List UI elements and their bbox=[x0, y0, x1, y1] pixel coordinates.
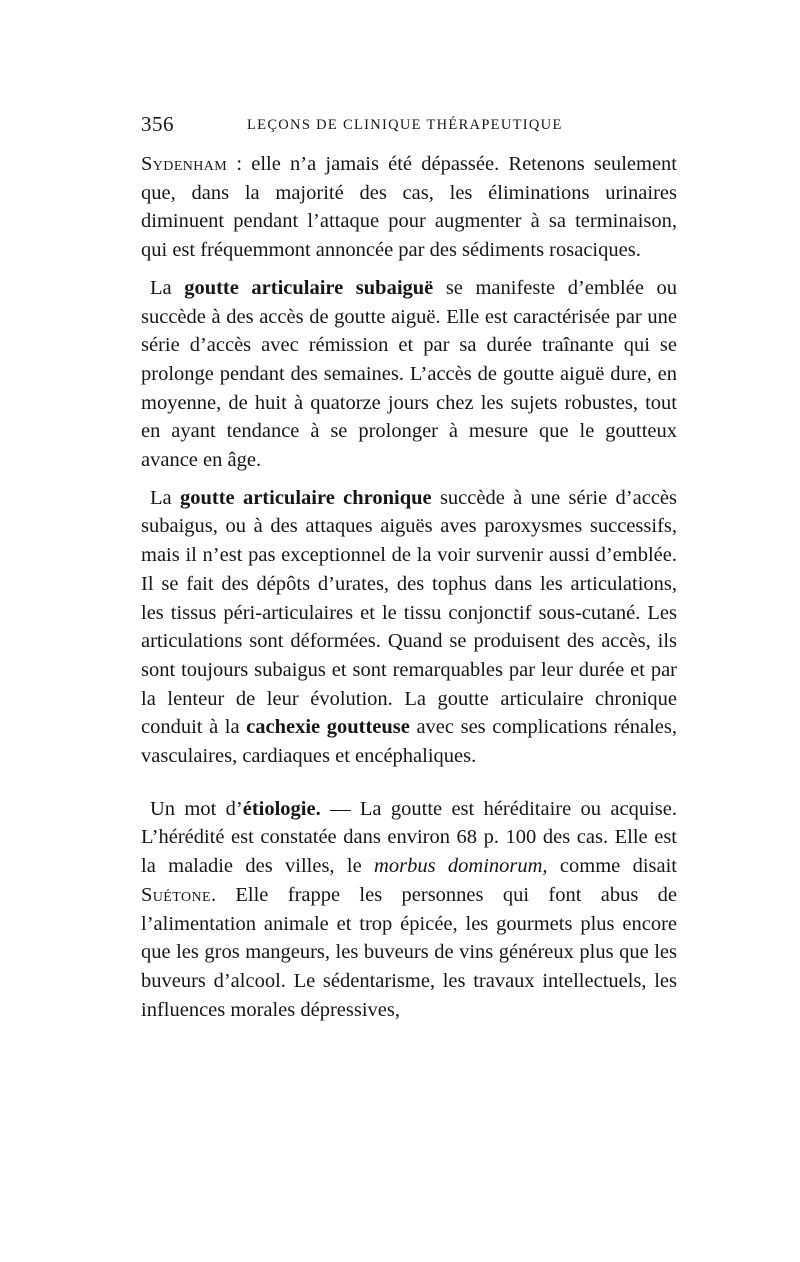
paragraph-3-lead: La bbox=[150, 486, 180, 509]
paragraph-3-text-b: avec ses complications rénales, vasculaires, cardiaques et encéphaliques. bbox=[141, 716, 678, 768]
paragraph-2 bbox=[141, 274, 677, 475]
paragraph-3-text-a: succède à une série d’accès subaigus, ou à des attaques aiguës aves paroxysmes successifs, mais il n’est pas exceptionnel de la voir survenir aussi d’emblée. Il se fait des dépôts d’urates, des tophus dans les articulations, les tissus péri-articulaires et le tissu conjonctif sous-cutané. Les articulations sont déformées. Quand se produisent des accès, ils sont toujours subaigus et sont remarquables par leur durée et par la lenteur de leur évolution. La goutte articulaire chronique conduit à la bbox=[141, 486, 677, 739]
term-goutte-subaigue: goutte articulaire subaiguë bbox=[184, 276, 434, 299]
term-etiologie: étiologie. bbox=[242, 797, 321, 820]
paragraph-4-text-a: — La goutte est héréditaire ou acquise. L’hérédité est constatée dans environ 68 p. 100 des cas. Elle est la maladie des villes, le bbox=[141, 797, 677, 878]
page-number: 356 bbox=[141, 112, 174, 136]
author-name-sydenham: Sydenham bbox=[141, 153, 228, 175]
paragraph-4 bbox=[141, 795, 677, 1025]
term-cachexie-goutteuse: cachexie goutteuse bbox=[246, 716, 410, 739]
running-head: LEÇONS DE CLINIQUE THÉRAPEUTIQUE bbox=[247, 117, 563, 133]
paragraph-4-text-b: comme disait bbox=[547, 855, 677, 878]
paragraph-1-text: : elle n’a jamais été dépassée. Retenons seulement que, dans la majorité des cas, les éliminations urinaires diminuent pendant l’attaque pour augmenter à sa terminaison, qui est fréquemmont annoncée par des sédiments rosaciques. bbox=[141, 153, 677, 262]
term-goutte-chronique: goutte articulaire chronique bbox=[179, 486, 432, 509]
paragraph-1 bbox=[141, 150, 677, 265]
paragraph-3 bbox=[141, 484, 677, 771]
paragraph-4-text-c: . Elle frappe les personnes qui font abus de l’alimentation animale et trop épicée, les gourmets plus encore que les gros mangeurs, les buveurs de vins généreux plus que les buveurs d’alcool. Le sédentarisme, les travaux intellectuels, les influences morales dépressives, bbox=[141, 883, 677, 1021]
paragraph-2-text: se manifeste d’emblée ou succède à des accès de goutte aiguë. Elle est caractérisée par une série d’accès avec rémission et par sa durée traînante qui se prolonge pendant des semaines. L’accès de goutte aiguë dure, en moyenne, de huit à quatorze jours chez les sujets robustes, tout en ayant tendance à se prolonger à mesure que le goutteux avance en âge. bbox=[141, 276, 678, 472]
page-header bbox=[141, 112, 681, 142]
latin-morbus-dominorum: morbus dominorum, bbox=[374, 855, 548, 878]
body-text bbox=[141, 150, 677, 1033]
paragraph-2-lead: La bbox=[150, 276, 185, 299]
author-name-suetone: Suétone bbox=[141, 883, 211, 906]
paragraph-4-lead: Un mot d’ bbox=[150, 797, 243, 820]
